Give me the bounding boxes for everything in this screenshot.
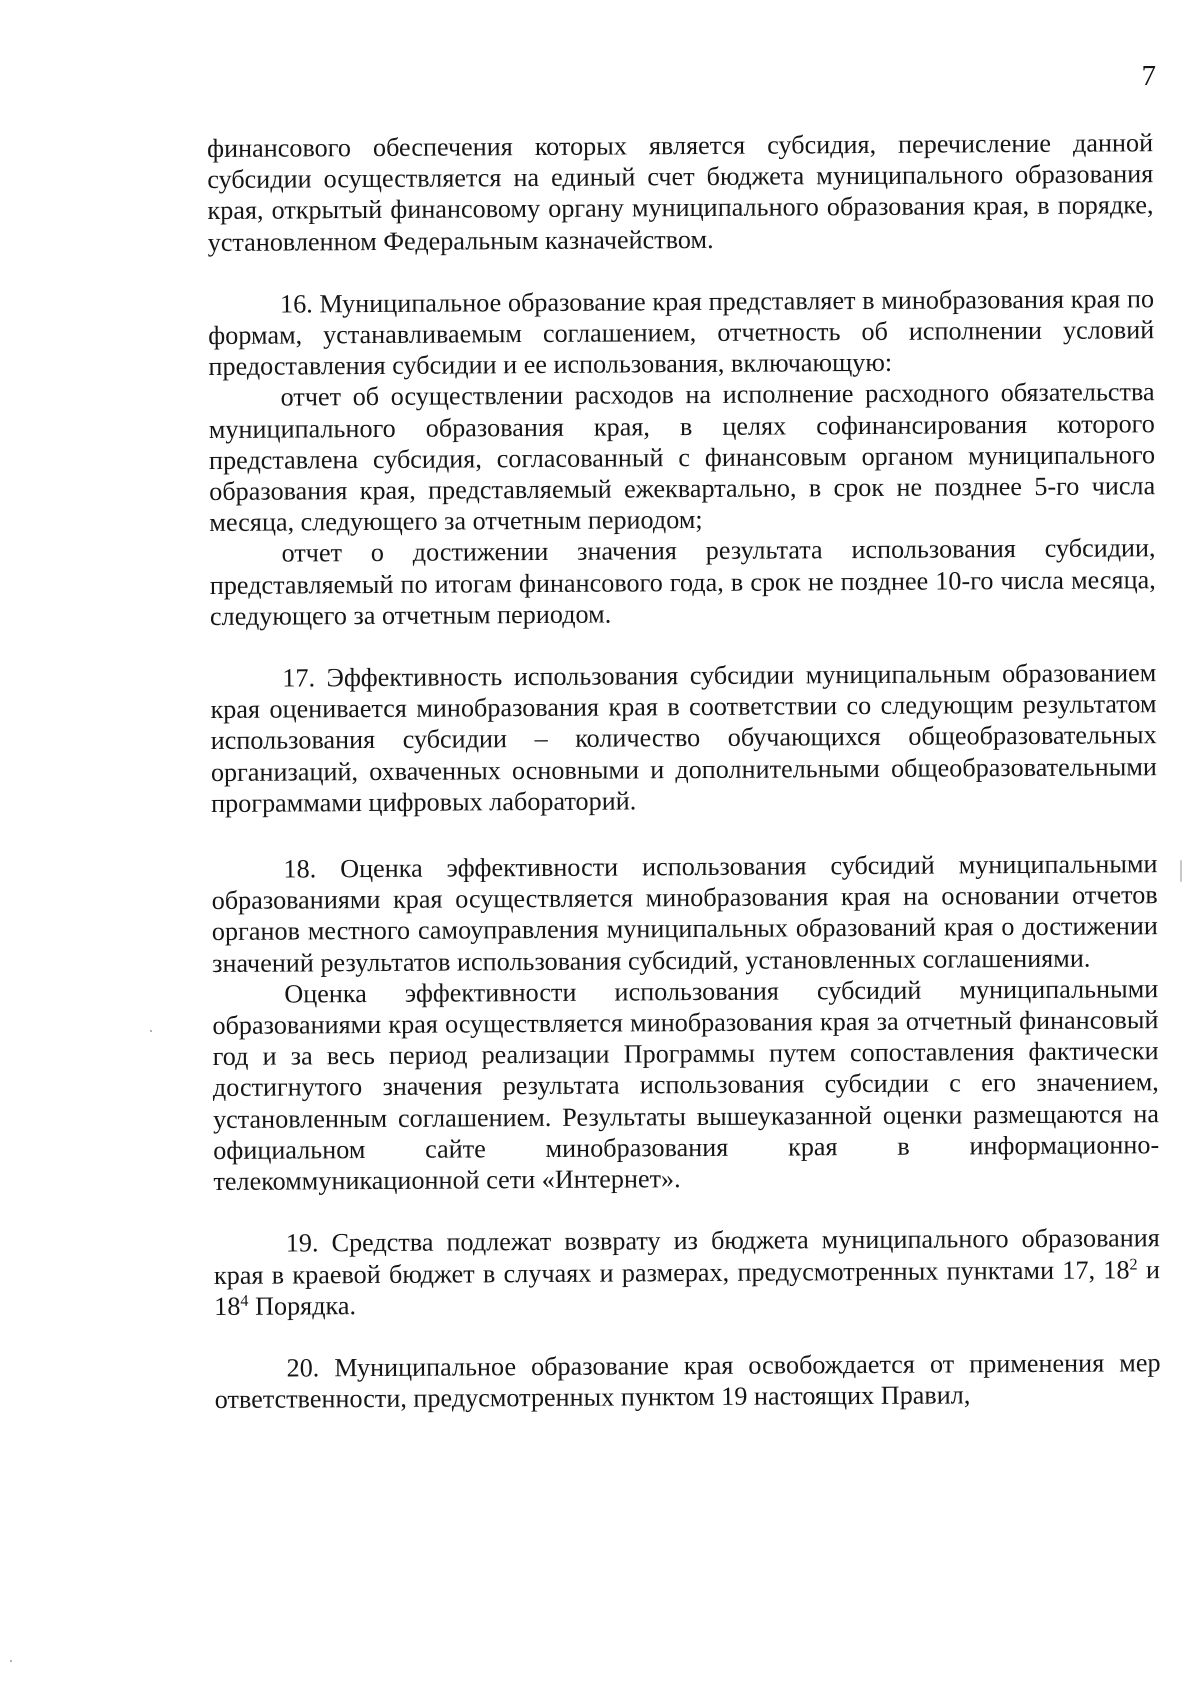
paragraph-19-text: 19. Средства подлежат возврату из бюджета муниципального образования края в краевой бюджет в случаях и размерах, предусмотренных пунктами 17, 18 bbox=[213, 1223, 1160, 1290]
paragraph-19 bbox=[214, 1222, 1161, 1321]
paragraph-19-conjunction: и 18 bbox=[214, 1254, 1161, 1321]
superscript-4: 4 bbox=[240, 1291, 249, 1310]
paragraph-20: 20. Муниципальное образование края освобождается от применения мер ответственности, предусмотренных пунктом 19 настоящих Правил, bbox=[214, 1348, 1161, 1415]
paragraph-18: 18. Оценка эффективности использования субсидий муниципальными образованиями края осуществляется минобразования края на основании отчетов органов местного самоуправления муниципальных образований края о достижении значений результатов использования субсидий, установленных соглашениями. bbox=[211, 849, 1158, 978]
scan-speck bbox=[10, 1660, 12, 1662]
superscript-2: 2 bbox=[1129, 1254, 1138, 1273]
paragraph-19-ending: Порядка. bbox=[248, 1290, 357, 1321]
scan-speck bbox=[150, 1030, 152, 1032]
paragraph-continuation: финансового обеспечения которых является субсидия, перечисление данной субсидии осуществляется на единый счет бюджета муниципального образования края, открытый финансовому органу муниципального образования края, в порядке, установленном Федеральным казначейством. bbox=[207, 128, 1154, 257]
document-body bbox=[207, 127, 1161, 1415]
paragraph-17: 17. Эффективность использования субсидии муниципальным образованием края оценивается минобразования края в соответствии со следующим результатом использования субсидии – количество обучающихся общеобразовательных организаций, охваченных основными и дополнительными общеобразовательными программами цифровых лабораторий. bbox=[210, 658, 1157, 818]
scan-edge-mark bbox=[1180, 860, 1182, 882]
paragraph-18-second: Оценка эффективности использования субсидий муниципальными образованиями края осуществляется минобразования края за отчетный финансовый год и за весь период реализации Программы путем сопоставления фактически достигнутого значения результата использования субсидии с его значением, установленным соглашением. Результаты вышеуказанной оценки размещаются на официальном сайте минобразования края в информационно-телекоммуникационной сети «Интернет». bbox=[212, 974, 1160, 1197]
page-number: 7 bbox=[1141, 60, 1156, 92]
paragraph-16: 16. Муниципальное образование края представляет в минобразования края по формам, устанавливаемым соглашением, отчетность об исполнении условий предоставления субсидии и ее использования, включающую: bbox=[208, 284, 1155, 382]
paragraph-16-item-1: отчет об осуществлении расходов на исполнение расходного обязательства муниципального образования края, в целях софинансирования которого представлена субсидия, согласованный с финансовым органом муниципального образования края, представляемый ежеквартально, в срок не позднее 5-го числа месяца, следующего за отчетным периодом; bbox=[208, 377, 1156, 538]
paragraph-16-item-2: отчет о достижении значения результата использования субсидии, представляемый по итогам финансового года, в срок не позднее 10-го числа месяца, следующего за отчетным периодом. bbox=[209, 533, 1156, 631]
